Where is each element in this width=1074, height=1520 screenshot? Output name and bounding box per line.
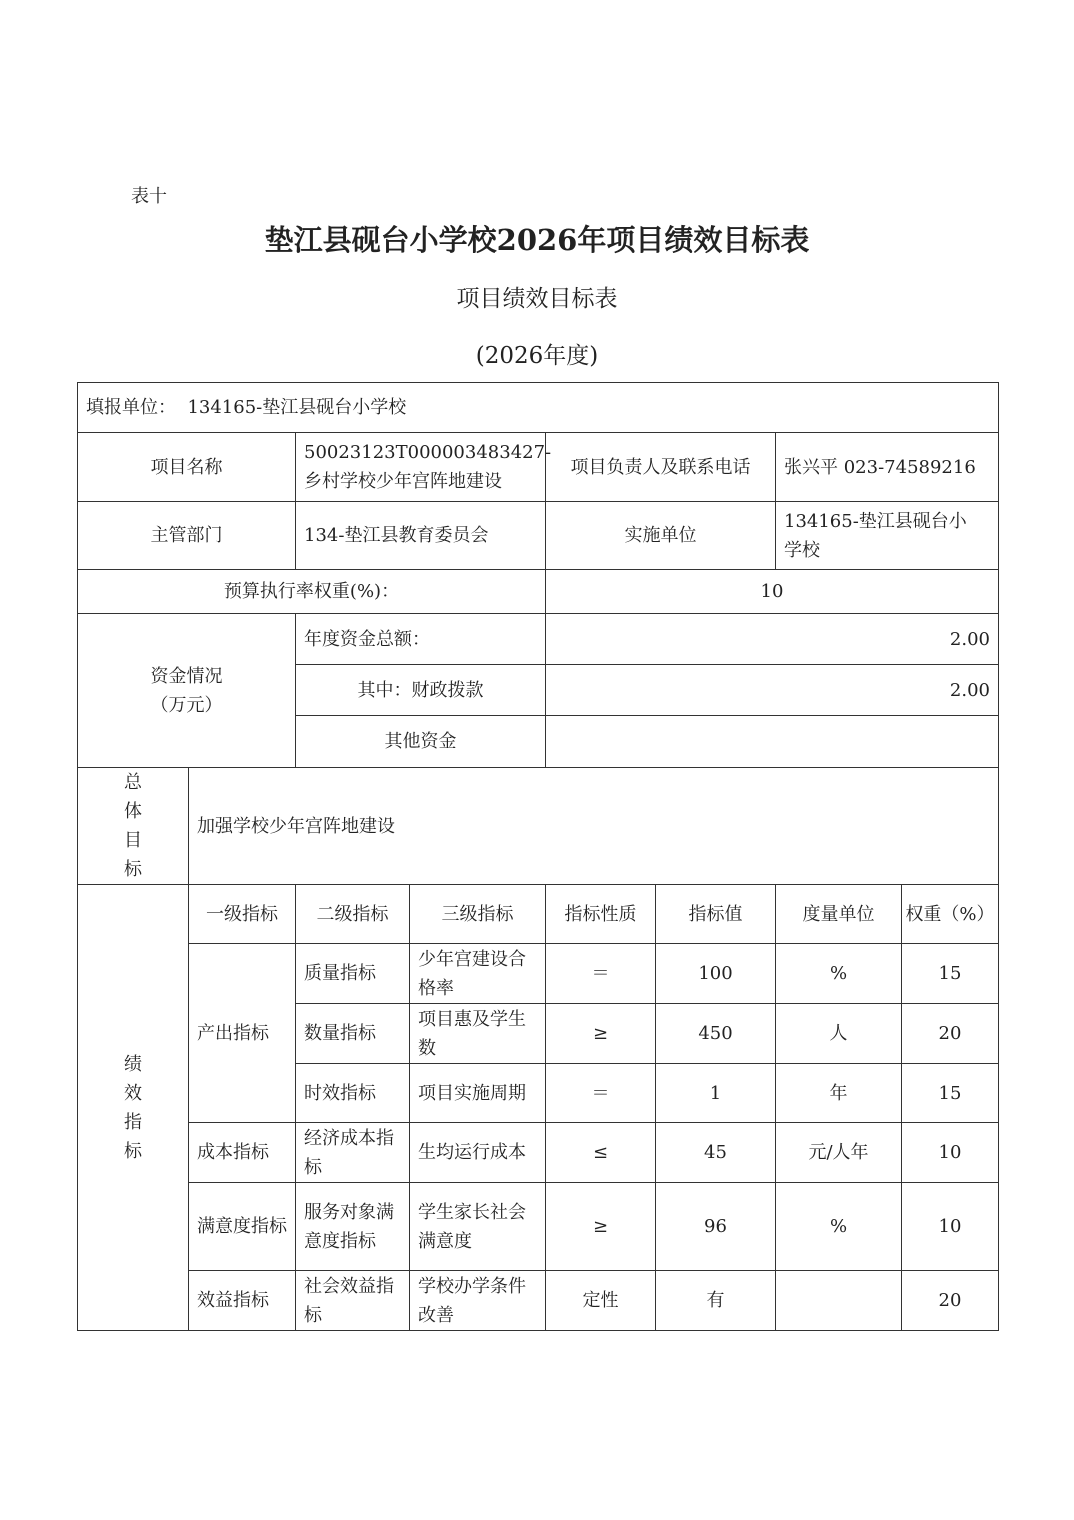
perf-label-char: 效	[124, 1082, 142, 1104]
nature-cell: 定性	[546, 1271, 656, 1331]
unit-cell: 人	[776, 1004, 902, 1064]
goal-label-char: 总	[124, 772, 142, 793]
overall-goal-label	[78, 768, 189, 885]
value-cell: 有	[656, 1271, 776, 1331]
weight-cell: 10	[902, 1183, 999, 1271]
year-note: (2026年度)	[475, 343, 599, 369]
budget-rate-row	[78, 570, 999, 614]
contact-label: 项目负责人及联系电话	[546, 433, 776, 502]
impl-unit-line1: 134165-垫江县砚台小	[784, 510, 967, 532]
nature-cell: ＝	[546, 1064, 656, 1123]
goal-label-char: 体	[124, 801, 142, 822]
performance-target-table	[77, 382, 999, 1331]
funds-label	[78, 614, 296, 768]
header-unit: 度量单位	[776, 885, 902, 944]
value-cell: 1	[656, 1064, 776, 1123]
project-name-row	[78, 433, 999, 502]
page-title: 垫江县砚台小学校2026年项目绩效目标表	[264, 223, 810, 257]
funds-total-value: 2.00	[546, 614, 999, 665]
level3-cell: 生均运行成本	[410, 1123, 546, 1183]
level1-cell: 成本指标	[189, 1123, 296, 1183]
weight-cell: 15	[902, 1064, 999, 1123]
impl-unit-label: 实施单位	[546, 502, 776, 570]
value-cell: 96	[656, 1183, 776, 1271]
funds-label-line1: 资金情况	[150, 665, 223, 687]
performance-header-row	[78, 885, 999, 944]
header-level1: 一级指标	[189, 885, 296, 944]
level2-cell: 服务对象满意度指标	[296, 1183, 410, 1271]
impl-unit-value	[776, 502, 999, 570]
perf-label-char: 标	[124, 1140, 142, 1162]
goal-label-char: 标	[124, 859, 142, 880]
level2-cell: 数量指标	[296, 1004, 410, 1064]
nature-cell: ＝	[546, 944, 656, 1004]
overall-goal-row	[78, 768, 999, 885]
table-row	[78, 1183, 999, 1271]
budget-rate-value: 10	[546, 570, 999, 614]
funds-total-row	[78, 614, 999, 665]
funds-total-label: 年度资金总额：	[296, 614, 546, 665]
reporting-unit-value: 134165-垫江县砚台小学校	[187, 397, 407, 418]
nature-cell: ≥	[546, 1183, 656, 1271]
budget-rate-label: 预算执行率权重(%)：	[78, 570, 546, 614]
performance-label	[78, 885, 189, 1331]
level2-cell: 质量指标	[296, 944, 410, 1004]
nature-cell: ≥	[546, 1004, 656, 1064]
table-row	[78, 1123, 999, 1183]
level3-cell: 少年宫建设合格率	[410, 944, 546, 1004]
dept-value: 134-垫江县教育委员会	[296, 502, 546, 570]
overall-goal-text: 加强学校少年宫阵地建设	[189, 768, 999, 885]
level1-cell: 效益指标	[189, 1271, 296, 1331]
reporting-unit-cell	[78, 383, 999, 433]
perf-label-char: 指	[124, 1111, 142, 1133]
value-cell: 45	[656, 1123, 776, 1183]
funds-fiscal-label: 其中：财政拨款	[296, 665, 546, 716]
reporting-unit-row	[78, 383, 999, 433]
level3-cell: 学校办学条件改善	[410, 1271, 546, 1331]
table-number-label: 表十	[131, 186, 167, 207]
header-nature: 指标性质	[546, 885, 656, 944]
reporting-unit-label: 填报单位：	[86, 397, 176, 418]
department-row	[78, 502, 999, 570]
dept-label: 主管部门	[78, 502, 296, 570]
project-name-line2: 乡村学校少年宫阵地建设	[304, 471, 502, 492]
level1-cell: 产出指标	[189, 944, 296, 1123]
funds-fiscal-value: 2.00	[546, 665, 999, 716]
impl-unit-line2: 学校	[784, 539, 820, 561]
goal-label-char: 目	[124, 830, 142, 851]
level1-cell: 满意度指标	[189, 1183, 296, 1271]
project-name-label: 项目名称	[78, 433, 296, 502]
funds-other-value	[546, 716, 999, 768]
unit-cell: %	[776, 1183, 902, 1271]
unit-cell: 元/人年	[776, 1123, 902, 1183]
funds-other-label: 其他资金	[296, 716, 546, 768]
level3-cell: 学生家长社会满意度	[410, 1183, 546, 1271]
table-row	[78, 1271, 999, 1331]
level3-cell: 项目惠及学生数	[410, 1004, 546, 1064]
level2-cell: 社会效益指标	[296, 1271, 410, 1331]
perf-label-char: 绩	[124, 1053, 142, 1075]
level2-cell: 时效指标	[296, 1064, 410, 1123]
weight-cell: 20	[902, 1271, 999, 1331]
funds-label-line2: （万元）	[150, 694, 223, 716]
value-cell: 100	[656, 944, 776, 1004]
header-value: 指标值	[656, 885, 776, 944]
header-level3: 三级指标	[410, 885, 546, 944]
header-weight: 权重（%）	[902, 885, 999, 944]
weight-cell: 10	[902, 1123, 999, 1183]
level3-cell: 项目实施周期	[410, 1064, 546, 1123]
table-row	[78, 944, 999, 1004]
header-level2: 二级指标	[296, 885, 410, 944]
weight-cell: 20	[902, 1004, 999, 1064]
unit-cell: %	[776, 944, 902, 1004]
page-subtitle: 项目绩效目标表	[456, 286, 618, 312]
unit-cell	[776, 1271, 902, 1331]
project-name-line1: 50023123T000003483427-	[304, 442, 552, 463]
level2-cell: 经济成本指标	[296, 1123, 410, 1183]
nature-cell: ≤	[546, 1123, 656, 1183]
project-name-value	[296, 433, 552, 502]
value-cell: 450	[656, 1004, 776, 1064]
weight-cell: 15	[902, 944, 999, 1004]
unit-cell: 年	[776, 1064, 902, 1123]
contact-value: 张兴平 023-74589216	[776, 433, 999, 502]
